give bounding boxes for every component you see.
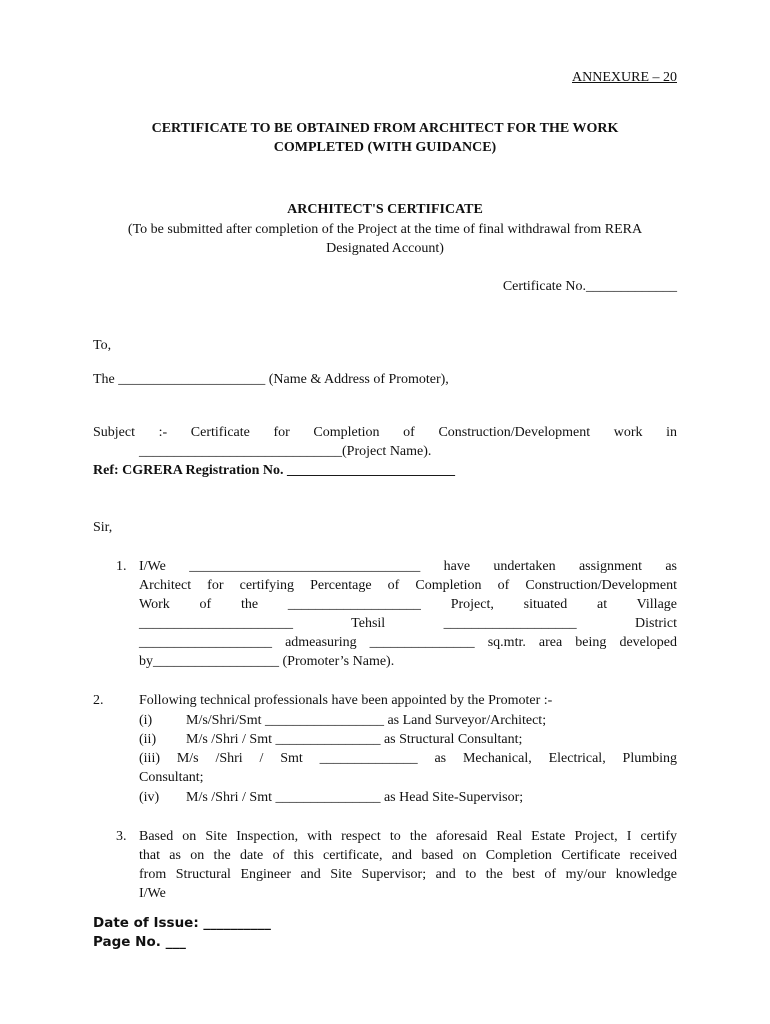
item-1-line-6: by__________________ (Promoter’s Name). [139,654,395,669]
title-line-1: CERTIFICATE TO BE OBTAINED FROM ARCHITECT FOR THE WORK [151,121,619,136]
item-3-number: 3. [116,829,127,844]
salutation: Sir, [93,520,113,535]
item-2-intro: Following technical professionals have been appointed by the Promoter :- [139,693,553,708]
item-2-sub-iv-text: M/s /Shri / Smt _______________ as Head Site-Supervisor; [186,790,524,805]
item-2-sub-ii-text: M/s /Shri / Smt _______________ as Structural Consultant; [186,732,523,747]
item-3-line-2: that as on the date of this certificate, and based on Completion Certificate received [139,848,677,863]
item-1-line-3: Work of the ___________________ Project, situated at Village [139,597,677,612]
page-number: Page No. ___ [93,934,186,950]
item-1-line-1: I/We _________________________________ have undertaken assignment as [139,559,677,574]
addressee-promoter: The _____________________ (Name & Address of Promoter), [93,372,449,387]
reference-line: Ref: CGRERA Registration No. ________________________ [93,463,456,478]
addressee-to: To, [93,338,112,353]
item-3-line-1: Based on Site Inspection, with respect to the aforesaid Real Estate Project, I certify [139,829,677,844]
certificate-note-line-1: (To be submitted after completion of the Project at the time of final withdrawal from RERA [127,222,643,237]
certificate-note-line-2: Designated Account) [326,241,444,256]
item-2-sub-i-text: M/s/Shri/Smt _________________ as Land Surveyor/Architect; [186,713,547,728]
item-2-sub-iv-label: (iv) [139,790,160,805]
item-1-line-5: ___________________ admeasuring _______________ sq.mtr. area being developed [139,635,677,650]
certificate-heading: ARCHITECT'S CERTIFICATE [287,202,483,217]
item-2-sub-iii-line-1: (iii) M/s /Shri / Smt ______________ as Mechanical, Electrical, Plumbing [139,751,677,766]
subject-line-2: _____________________________(Project Name). [139,444,432,459]
item-2-number: 2. [93,693,104,708]
subject-line-1: Subject :- Certificate for Completion of Construction/Development work in [93,425,677,440]
item-1-line-4: ______________________ Tehsil ___________________ District [139,616,677,631]
item-3-line-4: I/We [139,886,166,901]
item-2-sub-ii-label: (ii) [139,732,157,747]
title-line-2: COMPLETED (WITH GUIDANCE) [273,140,497,155]
document-title [80,119,690,157]
item-2-sub-iii-line-2: Consultant; [139,770,204,785]
item-3-line-3: from Structural Engineer and Site Supervisor; and to the best of my/our knowledge [139,867,677,882]
item-2-sub-i-label: (i) [139,713,153,728]
item-1-number: 1. [116,559,127,574]
certificate-number: Certificate No._____________ [502,279,677,294]
annexure-label: ANNEXURE – 20 [572,70,677,85]
item-1-line-2: Architect for certifying Percentage of Completion of Construction/Development [139,578,677,593]
date-of-issue: Date of Issue: __________ [93,915,271,931]
